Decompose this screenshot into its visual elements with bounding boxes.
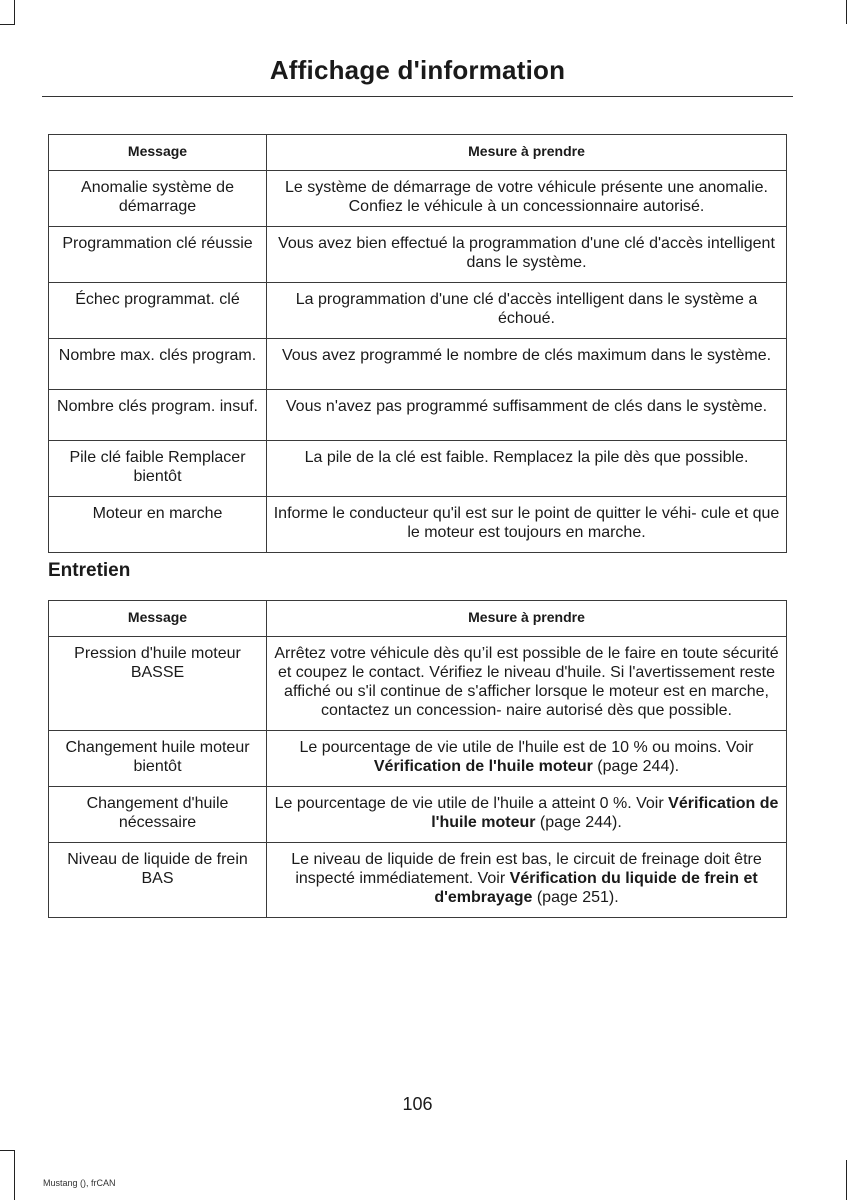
- message-cell: Pile clé faible Remplacer bientôt: [49, 441, 267, 497]
- message-cell: Niveau de liquide de frein BAS: [49, 843, 267, 918]
- crop-mark: [846, 0, 847, 24]
- crop-mark: [14, 0, 15, 24]
- action-text: Le niveau de liquide de frein est bas, le circuit de freinage doit être inspecté immédiatement. Voir: [291, 851, 762, 887]
- message-cell: Changement huile moteur bientôt: [49, 731, 267, 787]
- crop-mark: [14, 1150, 15, 1200]
- table-header-row: [49, 135, 787, 171]
- message-cell: Nombre max. clés program.: [49, 339, 267, 390]
- action-cell: Le système de démarrage de votre véhicule présente une anomalie. Confiez le véhicule à un concessionnaire autorisé.: [267, 171, 787, 227]
- table-row: [49, 441, 787, 497]
- action-cell: Arrêtez votre véhicule dès qu’il est possible de le faire en toute sécurité et coupez le contact. Vérifiez le niveau d'huile. Si l'avertissement reste affiché ou s'il continue de s'afficher lorsque le moteur est en marche, contactez un concession- naire autorisé dès que possible.: [267, 637, 787, 731]
- action-cell: Vous n'avez pas programmé suffisamment de clés dans le système.: [267, 390, 787, 441]
- table-row: [49, 843, 787, 918]
- action-cell: [267, 843, 787, 918]
- cross-reference-link[interactable]: Vérification de l'huile moteur: [373, 758, 593, 775]
- footer-label: Mustang (), frCAN: [43, 1178, 116, 1188]
- column-header-action: Mesure à prendre: [267, 601, 787, 637]
- action-text: Le pourcentage de vie utile de l'huile a atteint 0 %. Voir: [274, 795, 669, 812]
- page-number: 106: [402, 1094, 433, 1114]
- crop-mark: [0, 24, 15, 25]
- message-cell: Échec programmat. clé: [49, 283, 267, 339]
- page-title: Affichage d'information: [269, 55, 566, 85]
- message-cell: Moteur en marche: [49, 497, 267, 553]
- column-header-message: Message: [49, 601, 267, 637]
- action-cell: Informe le conducteur qu'il est sur le point de quitter le véhi- cule et que le moteur est toujours en marche.: [267, 497, 787, 553]
- table-row: [49, 390, 787, 441]
- action-cell: [267, 787, 787, 843]
- page-reference: (page 251).: [532, 889, 619, 906]
- message-cell: Anomalie système de démarrage: [49, 171, 267, 227]
- column-header-message: Message: [49, 135, 267, 171]
- section-heading-entretien: Entretien: [48, 560, 131, 581]
- table-row: [49, 283, 787, 339]
- cross-reference-link[interactable]: Vérification de l'huile moteur: [431, 795, 779, 831]
- message-cell: Pression d'huile moteur BASSE: [49, 637, 267, 731]
- page-reference: (page 244).: [535, 814, 622, 831]
- cross-reference-link[interactable]: Vérification du liquide de frein et d'embrayage: [434, 870, 758, 906]
- crop-mark: [846, 1160, 847, 1200]
- action-cell: La pile de la clé est faible. Remplacez la pile dès que possible.: [267, 441, 787, 497]
- message-cell: Nombre clés program. insuf.: [49, 390, 267, 441]
- maintenance-table: [48, 600, 787, 918]
- table-row: [49, 227, 787, 283]
- messages-table: [48, 134, 787, 553]
- table-row: [49, 339, 787, 390]
- table-row: [49, 731, 787, 787]
- action-cell: La programmation d'une clé d'accès intelligent dans le système a échoué.: [267, 283, 787, 339]
- table-row: [49, 171, 787, 227]
- title-divider: [42, 96, 793, 97]
- action-text: Le pourcentage de vie utile de l'huile est de 10 % ou moins. Voir: [299, 739, 754, 756]
- message-cell: Programmation clé réussie: [49, 227, 267, 283]
- table-row: [49, 787, 787, 843]
- table-row: [49, 637, 787, 731]
- action-cell: Vous avez bien effectué la programmation d'une clé d'accès intelligent dans le système.: [267, 227, 787, 283]
- action-cell: Vous avez programmé le nombre de clés maximum dans le système.: [267, 339, 787, 390]
- column-header-action: Mesure à prendre: [267, 135, 787, 171]
- table-header-row: [49, 601, 787, 637]
- page-reference: (page 244).: [592, 758, 680, 775]
- table-row: [49, 497, 787, 553]
- action-cell: [267, 731, 787, 787]
- crop-mark: [0, 1150, 15, 1151]
- message-cell: Changement d'huile nécessaire: [49, 787, 267, 843]
